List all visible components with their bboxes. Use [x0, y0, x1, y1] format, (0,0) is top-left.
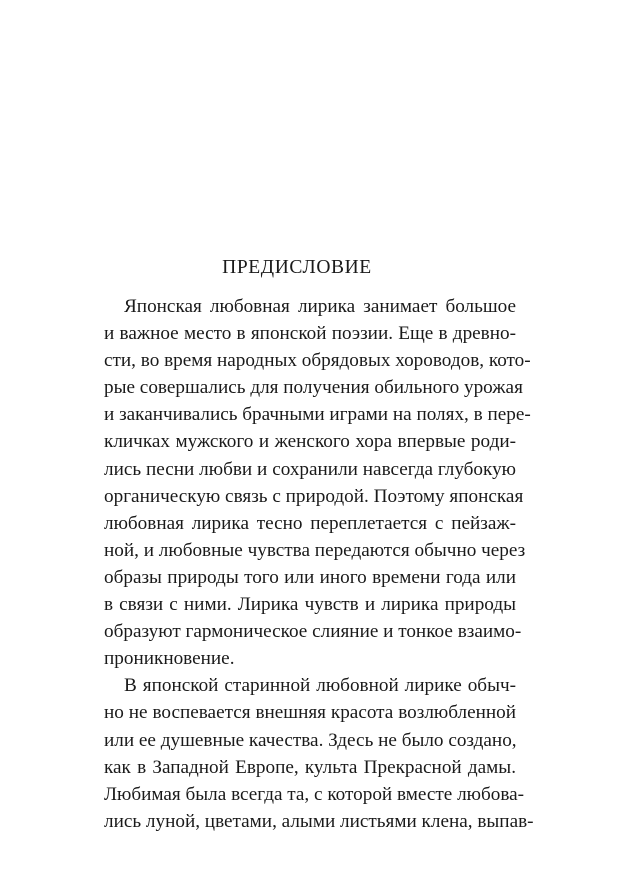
text-line: В японской старинной любовной лирике обыч-	[124, 675, 516, 697]
text-line: любовная лирика тесно переплетается с пейзаж-	[104, 512, 516, 534]
text-line: лись песни любви и сохранили навсегда глубокую	[104, 458, 516, 480]
text-line: и заканчивались брачными играми на полях, в пере-	[104, 404, 531, 426]
paragraph	[104, 672, 534, 835]
text-line: Японская любовная лирика занимает большое	[124, 296, 516, 317]
text-line: органическую связь с природой. Поэтому японская	[104, 485, 524, 507]
text-line: Любимая была всегда та, с которой вместе любова-	[104, 783, 525, 805]
text-line: в связи с ними. Лирика чувств и лирика природы	[104, 594, 516, 616]
text-line: но не воспевается внешняя красота возлюбленной	[104, 702, 516, 724]
text-line: проникновение.	[104, 648, 235, 670]
text-line: рые совершались для получения обильного урожая	[104, 377, 523, 399]
text-line: как в Западной Европе, культа Прекрасной дамы.	[104, 756, 516, 778]
body-text	[104, 293, 534, 835]
text-line: и важное место в японской поэзии. Еще в древно-	[104, 323, 516, 345]
text-line: образуют гармоническое слияние и тонкое взаимо-	[104, 621, 522, 643]
text-line: образы природы того или иного времени года или	[104, 566, 516, 588]
paragraph	[104, 293, 531, 672]
text-line: сти, во время народных обрядовых хороводов, кото-	[104, 350, 531, 372]
text-line: или ее душевные качества. Здесь не было создано,	[104, 729, 517, 751]
page-title: ПРЕДИСЛОВИЕ	[222, 257, 372, 278]
text-line: ной, и любовные чувства передаются обычно через	[104, 539, 526, 561]
text-line: кличках мужского и женского хора впервые роди-	[104, 431, 516, 453]
text-line: лись луной, цветами, алыми листьями клена, выпав-	[104, 810, 534, 832]
